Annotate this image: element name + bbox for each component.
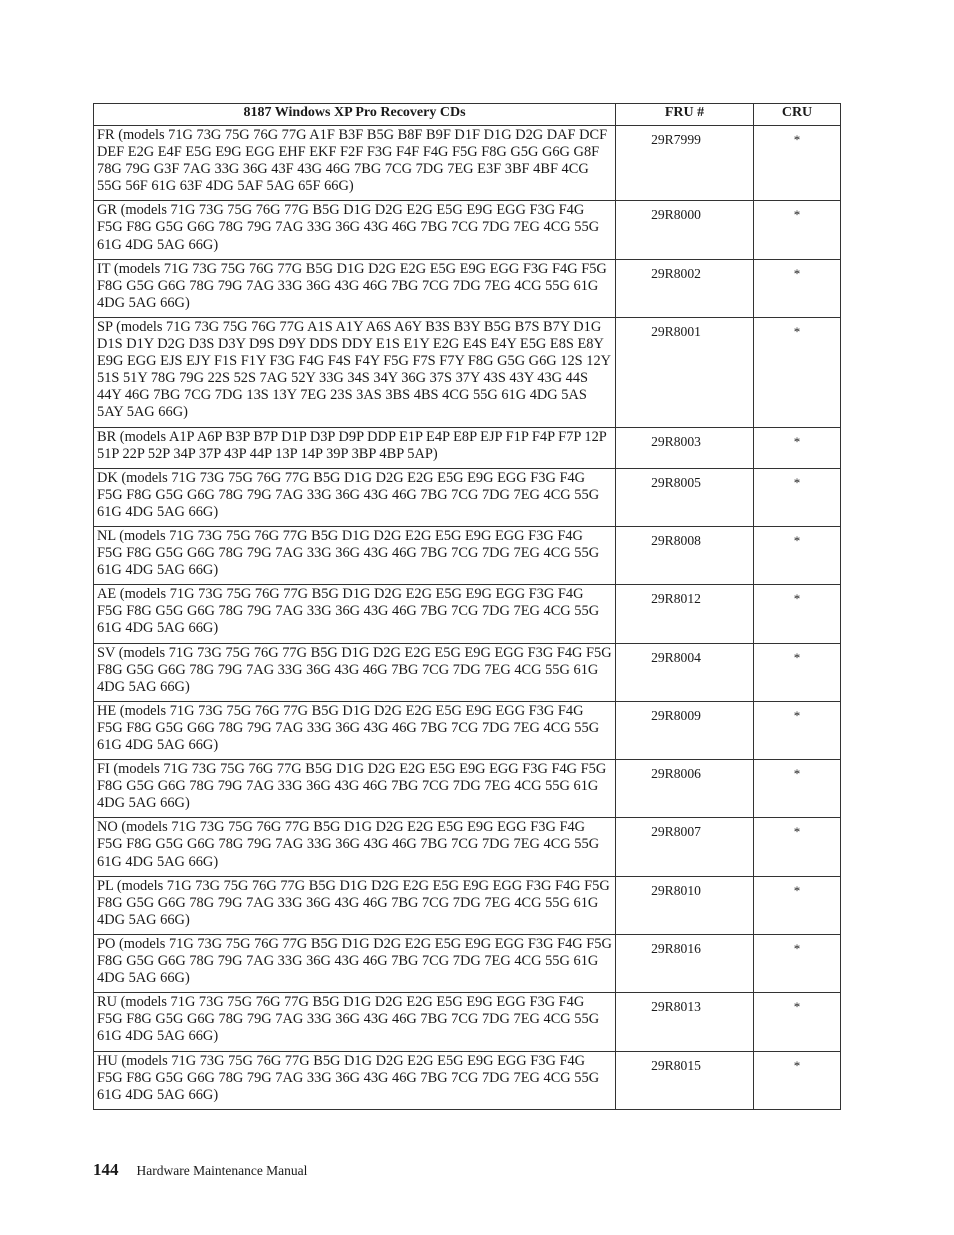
- table-body: [94, 126, 841, 1110]
- models-description: PL (models 71G 73G 75G 76G 77G B5G D1G D2G E2G E5G E9G EGG F3G F4G F5G F8G G5G G6G 78G 79G 7AG 33G 36G 43G 46G 7BG 7CG 7DG 7EG 4CG 55G 61G 4DG 5AG 66G): [94, 876, 616, 934]
- fru-number: 29R8001: [616, 317, 754, 427]
- page-footer: [93, 1160, 307, 1180]
- cru-indicator: *: [754, 1051, 841, 1109]
- models-description: SV (models 71G 73G 75G 76G 77G B5G D1G D2G E2G E5G E9G EGG F3G F4G F5G F8G G5G G6G 78G 79G 7AG 33G 36G 43G 46G 7BG 7CG 7DG 7EG 4CG 55G 61G 4DG 5AG 66G): [94, 643, 616, 701]
- cru-indicator: *: [754, 317, 841, 427]
- table-row: [94, 427, 841, 468]
- table-row: [94, 201, 841, 259]
- table-row: [94, 818, 841, 876]
- fru-number: 29R8013: [616, 993, 754, 1051]
- fru-number: 29R8016: [616, 934, 754, 992]
- table-row: [94, 701, 841, 759]
- table-row: [94, 526, 841, 584]
- cru-indicator: *: [754, 760, 841, 818]
- cru-indicator: *: [754, 701, 841, 759]
- table-row: [94, 317, 841, 427]
- models-description: HE (models 71G 73G 75G 76G 77G B5G D1G D2G E2G E5G E9G EGG F3G F4G F5G F8G G5G G6G 78G 79G 7AG 33G 36G 43G 46G 7BG 7CG 7DG 7EG 4CG 55G 61G 4DG 5AG 66G): [94, 701, 616, 759]
- page-number: 144: [93, 1160, 119, 1179]
- cru-indicator: *: [754, 259, 841, 317]
- fru-number: 29R8007: [616, 818, 754, 876]
- fru-number: 29R8012: [616, 585, 754, 643]
- models-description: PO (models 71G 73G 75G 76G 77G B5G D1G D2G E2G E5G E9G EGG F3G F4G F5G F8G G5G G6G 78G 79G 7AG 33G 36G 43G 46G 7BG 7CG 7DG 7EG 4CG 55G 61G 4DG 5AG 66G): [94, 934, 616, 992]
- fru-number: 29R8004: [616, 643, 754, 701]
- cru-indicator: *: [754, 643, 841, 701]
- fru-number: 29R8005: [616, 468, 754, 526]
- cru-indicator: *: [754, 427, 841, 468]
- fru-number: 29R8002: [616, 259, 754, 317]
- models-description: NO (models 71G 73G 75G 76G 77G B5G D1G D2G E2G E5G E9G EGG F3G F4G F5G F8G G5G G6G 78G 79G 7AG 33G 36G 43G 46G 7BG 7CG 7DG 7EG 4CG 55G 61G 4DG 5AG 66G): [94, 818, 616, 876]
- table-row: [94, 993, 841, 1051]
- models-description: RU (models 71G 73G 75G 76G 77G B5G D1G D2G E2G E5G E9G EGG F3G F4G F5G F8G G5G G6G 78G 79G 7AG 33G 36G 43G 46G 7BG 7CG 7DG 7EG 4CG 55G 61G 4DG 5AG 66G): [94, 993, 616, 1051]
- fru-number: 29R8015: [616, 1051, 754, 1109]
- fru-number: 29R8010: [616, 876, 754, 934]
- cru-indicator: *: [754, 126, 841, 201]
- table-row: [94, 934, 841, 992]
- cru-indicator: *: [754, 934, 841, 992]
- table-row: [94, 259, 841, 317]
- header-cru: CRU: [754, 104, 841, 126]
- cru-indicator: *: [754, 993, 841, 1051]
- table-header-row: [94, 104, 841, 126]
- recovery-cd-parts-table: [93, 103, 841, 1110]
- fru-number: 29R8000: [616, 201, 754, 259]
- models-description: DK (models 71G 73G 75G 76G 77G B5G D1G D2G E2G E5G E9G EGG F3G F4G F5G F8G G5G G6G 78G 79G 7AG 33G 36G 43G 46G 7BG 7CG 7DG 7EG 4CG 55G 61G 4DG 5AG 66G): [94, 468, 616, 526]
- table-row: [94, 1051, 841, 1109]
- table-row: [94, 468, 841, 526]
- models-description: HU (models 71G 73G 75G 76G 77G B5G D1G D2G E2G E5G E9G EGG F3G F4G F5G F8G G5G G6G 78G 79G 7AG 33G 36G 43G 46G 7BG 7CG 7DG 7EG 4CG 55G 61G 4DG 5AG 66G): [94, 1051, 616, 1109]
- table-row: [94, 126, 841, 201]
- table-row: [94, 876, 841, 934]
- models-description: BR (models A1P A6P B3P B7P D1P D3P D9P DDP E1P E4P E8P EJP F1P F4P F7P 12P 51P 22P 52P 34P 37P 43P 44P 13P 14P 39P 3BP 4BP 5AP): [94, 427, 616, 468]
- cru-indicator: *: [754, 876, 841, 934]
- header-description: 8187 Windows XP Pro Recovery CDs: [94, 104, 616, 126]
- fru-number: 29R8006: [616, 760, 754, 818]
- cru-indicator: *: [754, 818, 841, 876]
- models-description: SP (models 71G 73G 75G 76G 77G A1S A1Y A6S A6Y B3S B3Y B5G B7S B7Y D1G D1S D1Y D2G D3S D3Y D9S D9Y DDS DDY E1S E1Y E2G E4S E4Y E5G E8S E8Y E9G EGG EJS EJY F1S F1Y F3G F4G F4S F4Y F5G F7S F7Y F8G G5G G6G 12S 12Y 51S 51Y 78G 79G 22S 52S 7AG 52Y 33G 34S 34Y 36G 37S 37Y 43S 43Y 43G 44S 44Y 46G 7BG 7CG 7DG 13S 13Y 7EG 23S 3AS 3BS 4BS 4CG 55G 61G 4DG 5AS 5AY 5AG 66G): [94, 317, 616, 427]
- cru-indicator: *: [754, 526, 841, 584]
- table-row: [94, 585, 841, 643]
- fru-number: 29R8008: [616, 526, 754, 584]
- fru-number: 29R8003: [616, 427, 754, 468]
- fru-number: 29R8009: [616, 701, 754, 759]
- cru-indicator: *: [754, 468, 841, 526]
- header-fru: FRU #: [616, 104, 754, 126]
- manual-title: Hardware Maintenance Manual: [136, 1163, 308, 1178]
- cru-indicator: *: [754, 585, 841, 643]
- models-description: GR (models 71G 73G 75G 76G 77G B5G D1G D2G E2G E5G E9G EGG F3G F4G F5G F8G G5G G6G 78G 79G 7AG 33G 36G 43G 46G 7BG 7CG 7DG 7EG 4CG 55G 61G 4DG 5AG 66G): [94, 201, 616, 259]
- models-description: NL (models 71G 73G 75G 76G 77G B5G D1G D2G E2G E5G E9G EGG F3G F4G F5G F8G G5G G6G 78G 79G 7AG 33G 36G 43G 46G 7BG 7CG 7DG 7EG 4CG 55G 61G 4DG 5AG 66G): [94, 526, 616, 584]
- models-description: IT (models 71G 73G 75G 76G 77G B5G D1G D2G E2G E5G E9G EGG F3G F4G F5G F8G G5G G6G 78G 79G 7AG 33G 36G 43G 46G 7BG 7CG 7DG 7EG 4CG 55G 61G 4DG 5AG 66G): [94, 259, 616, 317]
- table-row: [94, 643, 841, 701]
- fru-number: 29R7999: [616, 126, 754, 201]
- models-description: AE (models 71G 73G 75G 76G 77G B5G D1G D2G E2G E5G E9G EGG F3G F4G F5G F8G G5G G6G 78G 79G 7AG 33G 36G 43G 46G 7BG 7CG 7DG 7EG 4CG 55G 61G 4DG 5AG 66G): [94, 585, 616, 643]
- models-description: FR (models 71G 73G 75G 76G 77G A1F B3F B5G B8F B9F D1F D1G D2G DAF DCF DEF E2G E4F E5G E9G EGG EHF EKF F2F F3G F4F F4G F5G F8G G5G G6G G8F 78G 79G G3F 7AG 33G 36G 43F 43G 46G 7BG 7CG 7DG 7EG E3F 3BF 4BF 4CG 55G 56F 61G 63F 4DG 5AF 5AG 65F 66G): [94, 126, 616, 201]
- table-row: [94, 760, 841, 818]
- models-description: FI (models 71G 73G 75G 76G 77G B5G D1G D2G E2G E5G E9G EGG F3G F4G F5G F8G G5G G6G 78G 79G 7AG 33G 36G 43G 46G 7BG 7CG 7DG 7EG 4CG 55G 61G 4DG 5AG 66G): [94, 760, 616, 818]
- cru-indicator: *: [754, 201, 841, 259]
